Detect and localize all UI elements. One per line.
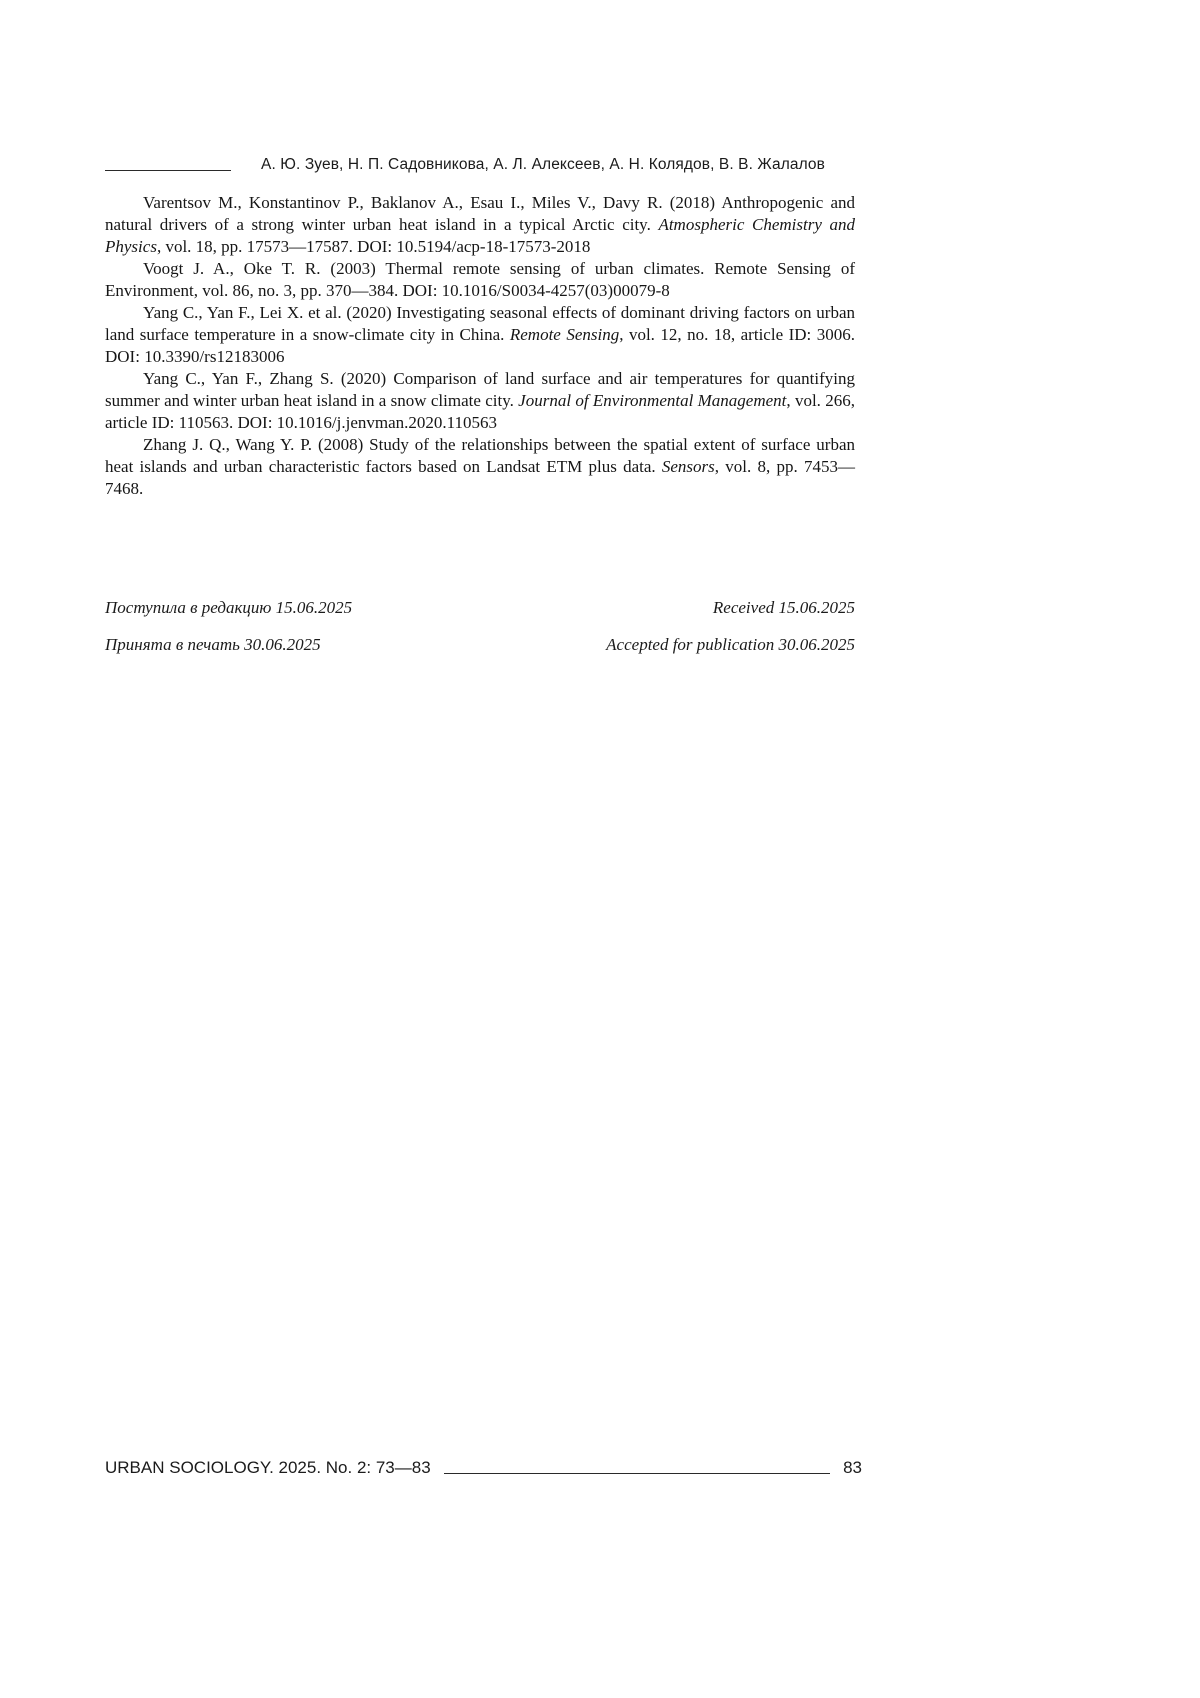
- date-label-ru: Поступила в редакцию 15.06.2025: [105, 598, 353, 617]
- reference-journal-title: Remote Sensing: [509, 325, 620, 344]
- reference-text: , vol. 8, pp. 7453—7468.: [105, 457, 855, 498]
- reference-item: [105, 192, 855, 258]
- reference-text: Varentsov M., Konstantinov P., Baklanov A., Esau I., Miles V., Davy R. (2018) Anthropogenic and natural drivers of a strong winter urban heat island in a typical Arctic city.: [105, 193, 855, 234]
- references-list: [105, 192, 855, 500]
- reference-text: , vol. 266, article ID: 110563. DOI: 10.1016/j.jenvman.2020.110563: [105, 391, 855, 432]
- header-rule: [105, 170, 231, 171]
- reference-text: Zhang J. Q., Wang Y. P. (2008) Study of the relationships between the spatial extent of surface urban heat islands and urban characteristic factors based on Landsat ETM plus data.: [105, 435, 855, 476]
- reference-item: [105, 434, 855, 500]
- reference-journal-title: Atmospheric Chemistry and Physics: [105, 215, 855, 256]
- reference-item: [105, 368, 855, 434]
- reference-journal-title: Sensors: [661, 457, 715, 476]
- reference-text: , vol. 18, pp. 17573—17587. DOI: 10.5194/acp-18-17573-2018: [156, 237, 591, 256]
- footer-rule: [444, 1473, 830, 1474]
- reference-item: [105, 302, 855, 368]
- date-label-en: Received 15.06.2025: [712, 598, 855, 617]
- dates-row: [105, 598, 855, 618]
- dates-row: [105, 635, 855, 655]
- page-number: 83: [843, 1458, 862, 1477]
- page-footer: [105, 1458, 862, 1478]
- reference-text: Yang C., Yan F., Lei X. et al. (2020) Investigating seasonal effects of dominant driving factors on urban land surface temperature in a snow-climate city in China.: [105, 303, 855, 344]
- reference-journal-title: Journal of Environmental Management: [518, 391, 787, 410]
- reference-text: Voogt J. A., Oke T. R. (2003) Thermal remote sensing of urban climates. Remote Sensing of Environment, vol. 86, no. 3, pp. 370—384. DOI: 10.1016/S0034-4257(03)00079-8: [105, 259, 855, 300]
- running-head: [105, 156, 855, 174]
- reference-text: , vol. 12, no. 18, article ID: 3006. DOI: 10.3390/rs12183006: [105, 325, 855, 366]
- date-label-ru: Принята в печать 30.06.2025: [105, 635, 321, 654]
- dates-block: [105, 598, 855, 672]
- date-label-en: Accepted for publication 30.06.2025: [606, 635, 855, 654]
- running-head-authors: А. Ю. Зуев, Н. П. Садовникова, А. Л. Алексеев, А. Н. Колядов, В. В. Жалалов: [261, 156, 825, 173]
- reference-text: Yang C., Yan F., Zhang S. (2020) Comparison of land surface and air temperatures for quantifying summer and winter urban heat island in a snow climate city.: [105, 369, 855, 410]
- footer-journal-info: URBAN SOCIOLOGY. 2025. No. 2: 73—83: [105, 1458, 431, 1477]
- reference-item: [105, 258, 855, 302]
